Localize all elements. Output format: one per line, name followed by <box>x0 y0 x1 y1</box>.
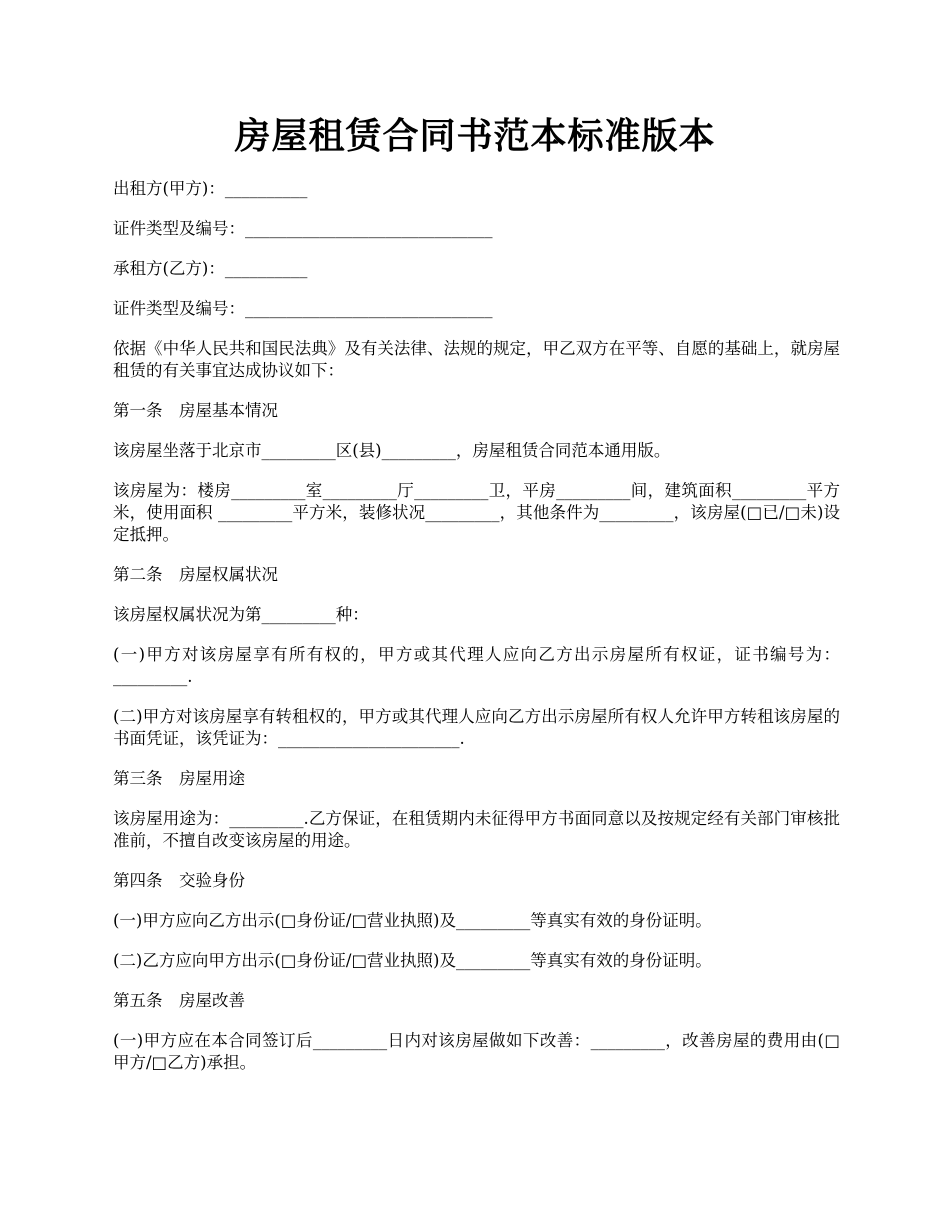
article-3-heading: 第三条 房屋用途 <box>113 769 245 788</box>
article-5-clause-1: (一)甲方应在本合同签订后_________日内对该房屋做如下改善：_________，改善房屋的费用由(□甲方/□乙方)承担。 <box>113 1031 840 1072</box>
article-5-heading: 第五条 房屋改善 <box>113 991 245 1010</box>
article-3-body: 该房屋用途为：_________.乙方保证，在租赁期内未征得甲方书面同意以及按规定经有关部门审核批准前，不擅自改变该房屋的用途。 <box>113 809 840 850</box>
party-a-line: 出租方(甲方)：__________ <box>113 179 308 198</box>
article-2-clause-1: (一)甲方对该房屋享有所有权的，甲方或其代理人应向乙方出示房屋所有权证，证书编号为：_________. <box>113 645 840 686</box>
article-2-heading: 第二条 房屋权属状况 <box>113 565 278 584</box>
article-4-heading: 第四条 交验身份 <box>113 871 245 890</box>
article-1-heading: 第一条 房屋基本情况 <box>113 401 278 420</box>
article-4-clause-2: (二)乙方应向甲方出示(□身份证/□营业执照)及_________等真实有效的身份证明。 <box>113 951 712 970</box>
article-1-location: 该房屋坐落于北京市_________区(县)_________，房屋租赁合同范本通用版。 <box>113 441 671 460</box>
document-title: 房屋租赁合同书范本标准版本 <box>234 115 716 157</box>
article-1-details: 该房屋为：楼房_________室_________厅_________卫，平房_________间，建筑面积_________平方米，使用面积 _________平方米，装修状况_________，其他条件为_________，该房屋(□已/□未)设定抵押。 <box>113 481 840 544</box>
party-a-id-line: 证件类型及编号：______________________________ <box>113 219 493 238</box>
party-b-id-line: 证件类型及编号：______________________________ <box>113 299 493 318</box>
article-2-type: 该房屋权属状况为第_________种： <box>113 605 369 624</box>
article-4-clause-1: (一)甲方应向乙方出示(□身份证/□营业执照)及_________等真实有效的身份证明。 <box>113 911 712 930</box>
preamble: 依据《中华人民共和国民法典》及有关法律、法规的规定，甲乙双方在平等、自愿的基础上，就房屋租赁的有关事宜达成协议如下： <box>113 339 840 380</box>
document-body <box>113 178 840 1092</box>
party-b-line: 承租方(乙方)：__________ <box>113 259 308 278</box>
article-2-clause-2: (二)甲方对该房屋享有转租权的，甲方或其代理人应向乙方出示房屋所有权人允许甲方转租该房屋的书面凭证，该凭证为：______________________. <box>113 707 840 748</box>
